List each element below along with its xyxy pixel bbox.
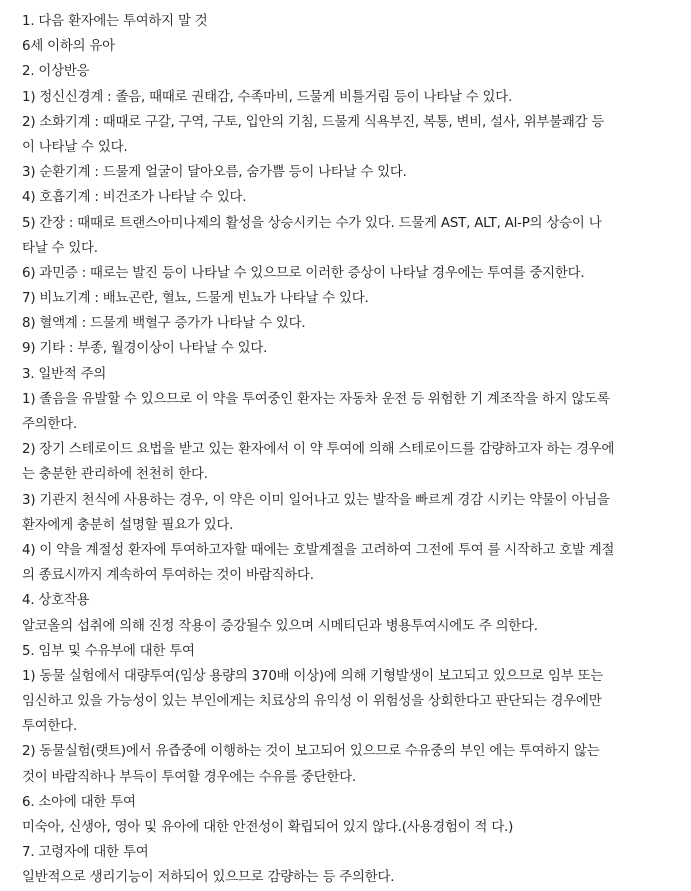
text-line: 의 종료시까지 계속하여 투여하는 것이 바람직하다. (22, 568, 314, 584)
text-line: 1. 다음 환자에는 투여하지 말 것 (22, 14, 208, 29)
text-line: 4) 호흡기계 : 비건조가 나타날 수 있다. (22, 190, 247, 206)
text-line: 환자에게 충분히 설명할 필요가 있다. (22, 517, 234, 533)
text-line: 1) 정신신경계 : 졸음, 때때로 권태감, 수족마비, 드물게 비틀거림 등이 나타날 수 있다. (22, 89, 513, 105)
text-line: 2. 이상반응 (22, 64, 90, 80)
text-line: 6세 이하의 유아 (22, 39, 115, 55)
text-line: 8) 혈액계 : 드물게 백혈구 증가가 나타날 수 있다. (22, 316, 306, 332)
text-line: 것이 바람직하나 부득이 투여할 경우에는 수유를 중단한다. (22, 769, 357, 785)
text-line: 투여한다. (22, 719, 77, 735)
text-line: 2) 소화기계 : 때때로 구갈, 구역, 구토, 입안의 기침, 드물게 식욕부진, 복통, 변비, 설사, 위부불쾌감 등 (22, 114, 605, 130)
text-line: 7. 고령자에 대한 투여 (22, 845, 149, 861)
text-line: 는 충분한 관리하에 천천히 한다. (22, 467, 208, 483)
text-line: 1) 졸음을 유발할 수 있으므로 이 약을 투여중인 환자는 자동차 운전 등 위험한 기 계조작을 하지 않도록 (22, 391, 610, 407)
text-line: 6. 소아에 대한 투여 (22, 794, 136, 810)
text-line: 6) 과민증 : 때로는 발진 등이 나타날 수 있으므로 이러한 증상이 나타날 경우에는 투여를 중지한다. (22, 265, 585, 281)
text-line: 4. 상호작용 (22, 593, 90, 609)
text-line: 알코올의 섭취에 의해 진정 작용이 증강될수 있으며 시메티딘과 병용투여시에도 주 의한다. (22, 618, 538, 634)
text-line: 주의한다. (22, 417, 77, 432)
text-line: 1) 동물 실험에서 대량투여(임상 용량의 370배 이상)에 의해 기형발생이 보고되고 있으므로 임부 또는 (22, 668, 603, 684)
text-line: 일반적으로 생리기능이 저하되어 있으므로 감량하는 등 주의한다. (22, 870, 395, 886)
text-line: 3. 일반적 주의 (22, 366, 107, 382)
text-line: 2) 장기 스테로이드 요법을 받고 있는 환자에서 이 약 투여에 의해 스테로이드를 감량하고자 하는 경우에 (22, 442, 615, 458)
text-line: 2) 동물실험(랫트)에서 유즙중에 이행하는 것이 보고되어 있으므로 수유중의 부인 에는 투여하지 않는 (22, 744, 600, 760)
text-line: 9) 기타 : 부종, 월경이상이 나타날 수 있다. (22, 341, 268, 357)
text-line: 타날 수 있다. (22, 240, 98, 256)
text-line: 5. 임부 및 수유부에 대한 투여 (22, 643, 195, 659)
text-line: 이 나타날 수 있다. (22, 139, 128, 155)
text-line: 3) 기관지 천식에 사용하는 경우, 이 약은 이미 일어나고 있는 발작을 빠르게 경감 시키는 약물이 아님을 (22, 492, 610, 508)
text-line: 미숙아, 신생아, 영아 및 유아에 대한 안전성이 확립되어 있지 않다.(사용경험이 적 다.) (22, 820, 514, 835)
text-line: 임신하고 있을 가능성이 있는 부인에게는 치료상의 유익성 이 위험성을 상회한다고 판단되는 경우에만 (22, 694, 602, 710)
text-line: 5) 간장 : 때때로 트랜스아미나제의 활성을 상승시키는 수가 있다. 드물게 AST, ALT, Al-P의 상승이 나 (22, 215, 602, 231)
text-line: 3) 순환기계 : 드물게 얼굴이 달아오름, 숨가쁨 등이 나타날 수 있다. (22, 165, 407, 181)
text-line: 7) 비뇨기계 : 배뇨곤란, 혈뇨, 드물게 빈뇨가 나타날 수 있다. (22, 291, 369, 307)
text-line: 4) 이 약을 계절성 환자에 투여하고자할 때에는 호발계절을 고려하여 그전에 투여 를 시작하고 호발 계절 (22, 542, 615, 558)
drug-precautions-text (22, 9, 684, 891)
